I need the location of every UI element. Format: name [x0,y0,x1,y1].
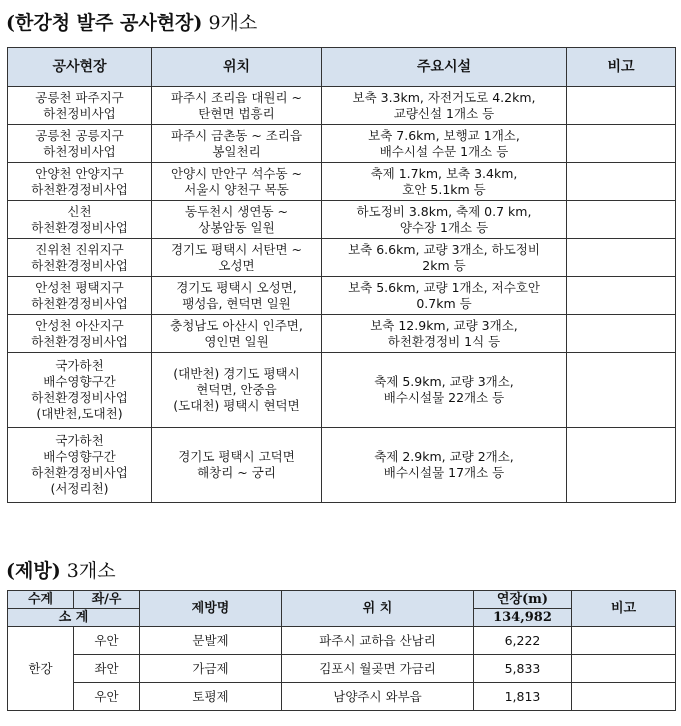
section2-title [6,556,116,583]
site-cell [8,428,152,503]
location-cell-line: (도대천) 평택시 현덕면 [173,398,300,413]
note-cell [567,353,676,428]
table-row [8,353,676,428]
site-cell-line: 국가하천 [55,433,104,448]
facilities-cell [322,87,567,125]
length-cell: 1,813 [474,683,572,711]
location-cell-line: 안양시 만안구 석수동 ~ [170,165,303,181]
site-cell-line: 진위천 진위지구 [35,241,124,257]
facilities-cell-line: 2km 등 [422,257,466,273]
location-cell-line: 현덕면, 안중읍 [196,382,277,397]
location-cell-line: 영인면 일원 [204,333,269,349]
location-cell-line: 파주시 조리읍 대원리 ~ [170,89,303,105]
site-cell-line: 신천 [67,203,92,219]
location-cell-line: 동두천시 생연동 ~ [185,203,288,219]
location-cell-line: 서울시 양천구 목동 [184,181,289,197]
site-cell-line: 하천정비사업 [43,105,116,121]
location-cell: 파주시 교하읍 산남리 [282,627,474,655]
header-site: 공사현장 [8,48,152,87]
facilities-cell-line: 양수장 1개소 등 [399,219,489,235]
site-cell-line: 하천환경정비사업 [31,390,128,405]
site-cell-line: 공릉천 공릉지구 [35,127,124,143]
location-cell [152,201,322,239]
facilities-cell-line: 배수시설물 17개소 등 [383,465,505,480]
facilities-cell-line: 보축 7.6km, 보행교 1개소, [368,127,520,143]
facilities-cell [322,277,567,315]
site-cell [8,277,152,315]
site-cell [8,315,152,353]
location-cell-line: 봉일천리 [212,143,261,159]
note-cell [572,627,676,655]
facilities-cell-line: 축제 1.7km, 보축 3.4km, [370,165,518,181]
table-header-row [8,591,676,609]
section1-title [6,8,257,35]
facilities-cell-line: 0.7km 등 [416,295,472,311]
table-row [8,201,676,239]
site-cell-line: 하천환경정비사업 [31,181,128,197]
note-cell [572,655,676,683]
table-row [8,655,676,683]
side-cell: 우안 [74,683,140,711]
note-cell [567,125,676,163]
table-row [8,315,676,353]
location-cell-line: (대반천) 경기도 평택시 [173,366,300,381]
name-cell: 가금제 [140,655,282,683]
site-cell [8,239,152,277]
header-water-system: 수계 [8,591,74,609]
site-cell-line: 하천환경정비사업 [31,219,128,235]
site-cell [8,353,152,428]
header-levee-name: 제방명 [140,591,282,627]
header-note: 비고 [572,591,676,627]
facilities-cell-line: 호안 5.1km 등 [402,181,486,197]
construction-sites-table [7,47,676,503]
subtotal-label: 소 계 [8,609,140,627]
location-cell-line: 경기도 평택시 고덕면 [178,449,295,464]
location-cell-line: 파주시 금촌동 ~ 조리읍 [170,127,303,143]
site-cell-line: 하천환경정비사업 [31,257,128,273]
location-cell: 남양주시 와부읍 [282,683,474,711]
location-cell [152,428,322,503]
location-cell-line: 상봉암동 일원 [198,219,275,235]
header-location: 위 치 [282,591,474,627]
site-cell-line: 하천환경정비사업 [31,333,128,349]
facilities-cell-line: 보축 3.3km, 자전거도로 4.2km, [352,89,536,105]
note-cell [567,428,676,503]
facilities-cell-line: 축제 2.9km, 교량 2개소, [374,449,514,464]
note-cell [567,163,676,201]
table-row [8,87,676,125]
location-cell: 김포시 월곶면 가금리 [282,655,474,683]
location-cell [152,87,322,125]
location-cell-line: 오성면 [218,257,255,273]
table-row [8,125,676,163]
side-cell: 우안 [74,627,140,655]
site-cell-line: 하천환경정비사업 [31,465,128,480]
site-cell-line: (서정리천) [50,481,109,496]
location-cell [152,125,322,163]
note-cell [567,277,676,315]
table-row [8,239,676,277]
water-system-cell: 한강 [8,627,74,711]
location-cell [152,239,322,277]
table-row [8,683,676,711]
facilities-cell-line: 보축 6.6km, 교량 3개소, 하도정비 [348,241,540,257]
header-length: 연장(m) [474,591,572,609]
table-row [8,277,676,315]
site-cell [8,201,152,239]
facilities-cell [322,353,567,428]
facilities-cell-line: 배수시설 수문 1개소 등 [379,143,509,159]
facilities-cell [322,201,567,239]
location-cell-line: 경기도 평택시 서탄면 ~ [170,241,303,257]
site-cell-line: 안양천 안양지구 [35,165,124,181]
location-cell [152,277,322,315]
facilities-cell [322,125,567,163]
facilities-cell-line: 하천환경정비 1식 등 [387,333,501,349]
site-cell-line: (대반천,도대천) [36,406,123,421]
location-cell [152,163,322,201]
location-cell [152,353,322,428]
facilities-cell-line: 축제 5.9km, 교량 3개소, [374,374,514,389]
note-cell [567,87,676,125]
length-cell: 6,222 [474,627,572,655]
site-cell-line: 안성천 아산지구 [35,317,124,333]
header-note: 비고 [567,48,676,87]
facilities-cell [322,239,567,277]
site-cell-line: 국가하천 [55,358,104,373]
name-cell: 문발제 [140,627,282,655]
facilities-cell-line: 보축 5.6km, 교량 1개소, 저수호안 [348,279,540,295]
length-cell: 5,833 [474,655,572,683]
header-side: 좌/우 [74,591,140,609]
note-cell [567,239,676,277]
facilities-cell-line: 교량신설 1개소 등 [393,105,495,121]
table-header-row [8,48,676,87]
table-row [8,627,676,655]
facilities-cell-line: 하도정비 3.8km, 축제 0.7 km, [356,203,532,219]
location-cell [152,315,322,353]
table-row [8,163,676,201]
section2-count: 3개소 [66,560,116,582]
facilities-cell [322,315,567,353]
site-cell [8,125,152,163]
site-cell-line: 배수영향구간 [43,374,116,389]
header-location: 위치 [152,48,322,87]
note-cell [567,315,676,353]
side-cell: 좌안 [74,655,140,683]
table-row [8,428,676,503]
site-cell-line: 안성천 평택지구 [35,279,124,295]
note-cell [567,201,676,239]
section1-heading: (한강청 발주 공사현장) [6,12,203,34]
site-cell-line: 공릉천 파주지구 [35,89,124,105]
section2-heading: (제방) [6,560,61,582]
site-cell [8,87,152,125]
location-cell-line: 해창리 ~ 궁리 [197,465,276,480]
header-facilities: 주요시설 [322,48,567,87]
location-cell-line: 팽성읍, 현덕면 일원 [182,295,291,311]
facilities-cell [322,428,567,503]
facilities-cell-line: 배수시설물 22개소 등 [383,390,505,405]
site-cell [8,163,152,201]
site-cell-line: 배수영향구간 [43,449,116,464]
name-cell: 토평제 [140,683,282,711]
location-cell-line: 경기도 평택시 오성면, [176,279,297,295]
subtotal-value: 134,982 [474,609,572,627]
levee-table [7,590,676,711]
site-cell-line: 하천정비사업 [43,143,116,159]
section1-count: 9개소 [208,12,258,34]
facilities-cell-line: 보축 12.9km, 교량 3개소, [370,317,518,333]
site-cell-line: 하천환경정비사업 [31,295,128,311]
location-cell-line: 탄현면 법흥리 [198,105,275,121]
location-cell-line: 충청남도 아산시 인주면, [170,317,303,333]
note-cell [572,683,676,711]
facilities-cell [322,163,567,201]
